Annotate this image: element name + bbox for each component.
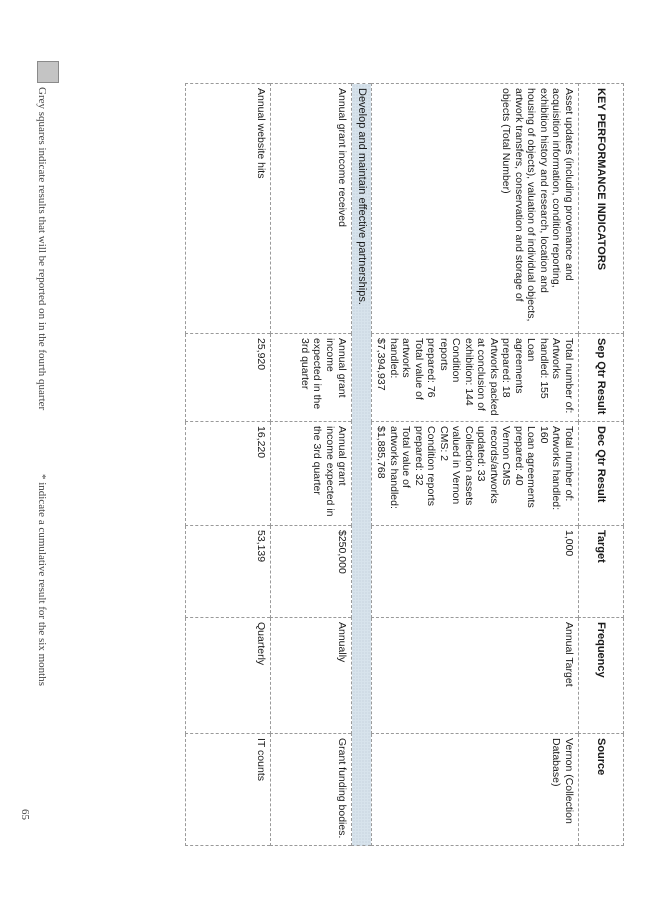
cell-source: IT counts — [186, 734, 271, 846]
cell-dec-result: Annual grant income expected in the 3rd quarter — [271, 422, 352, 526]
section-title: Develop and maintain effective partnerships. — [352, 84, 372, 846]
page-number: 65 — [19, 809, 31, 820]
header-dec-qtr: Dec Qtr Result — [579, 422, 624, 526]
cell-sep-result: Total number of: Artworks handled: 155 Loan agreements prepared: 18 Artworks packed at conclusion of exhibition: 144 Condition reports prepared: 76 Total value of artworks handled: $7,394,937 — [372, 334, 579, 422]
header-sep-qtr: Sep Qtr Result — [579, 334, 624, 422]
cell-source: Vernon (Collection Database) — [372, 734, 579, 846]
cell-sep-result: Annual grant income expected in the 3rd quarter — [271, 334, 352, 422]
header-target: Target — [579, 526, 624, 618]
grey-square-icon — [37, 61, 59, 83]
cell-kpi: Annual grant income received — [271, 84, 352, 334]
cell-frequency: Annual Target — [372, 618, 579, 734]
cell-sep-result: 25,920 — [186, 334, 271, 422]
kpi-table — [186, 83, 625, 846]
cell-target: $250,000 — [271, 526, 352, 618]
cumulative-note: * indicate a cumulative result for the six months — [36, 474, 48, 687]
table-row-website-hits — [186, 84, 271, 846]
table-row-grant-income — [271, 84, 352, 846]
header-kpi: KEY PERFORMANCE INDICATORS — [579, 84, 624, 334]
cell-target: 53,139 — [186, 526, 271, 618]
cell-dec-result: 16,220 — [186, 422, 271, 526]
section-heading-row — [352, 84, 372, 846]
cell-source: Grant funding bodies. — [271, 734, 352, 846]
table-header-row — [579, 84, 624, 846]
grey-square-note: Grey squares indicate results that will be reported on in the fourth quarter — [36, 87, 48, 411]
legend — [34, 61, 62, 761]
table-row-asset-updates — [372, 84, 579, 846]
cell-kpi: Annual website hits — [186, 84, 271, 334]
cell-kpi: Asset updates (including provenance and acquisition information, condition reporting, exhibition history and research, location and housing of objects), valuation of individual objects, artwork transfers, conservation and storage of objects (Total Number) — [372, 84, 579, 334]
cell-frequency: Annually — [271, 618, 352, 734]
cell-dec-result: Total number of: Artworks handled: 160 Loan agreements prepared: 40 Vernon CMS records/artworks updated: 33 Collection assets valued in Vernon CMS: 2 Condition reports prepared: 32 Total value of artworks handled: $1,885,768 — [372, 422, 579, 526]
cell-target: 1,000 — [372, 526, 579, 618]
header-frequency: Frequency — [579, 618, 624, 734]
cell-frequency: Quarterly — [186, 618, 271, 734]
header-source: Source — [579, 734, 624, 846]
